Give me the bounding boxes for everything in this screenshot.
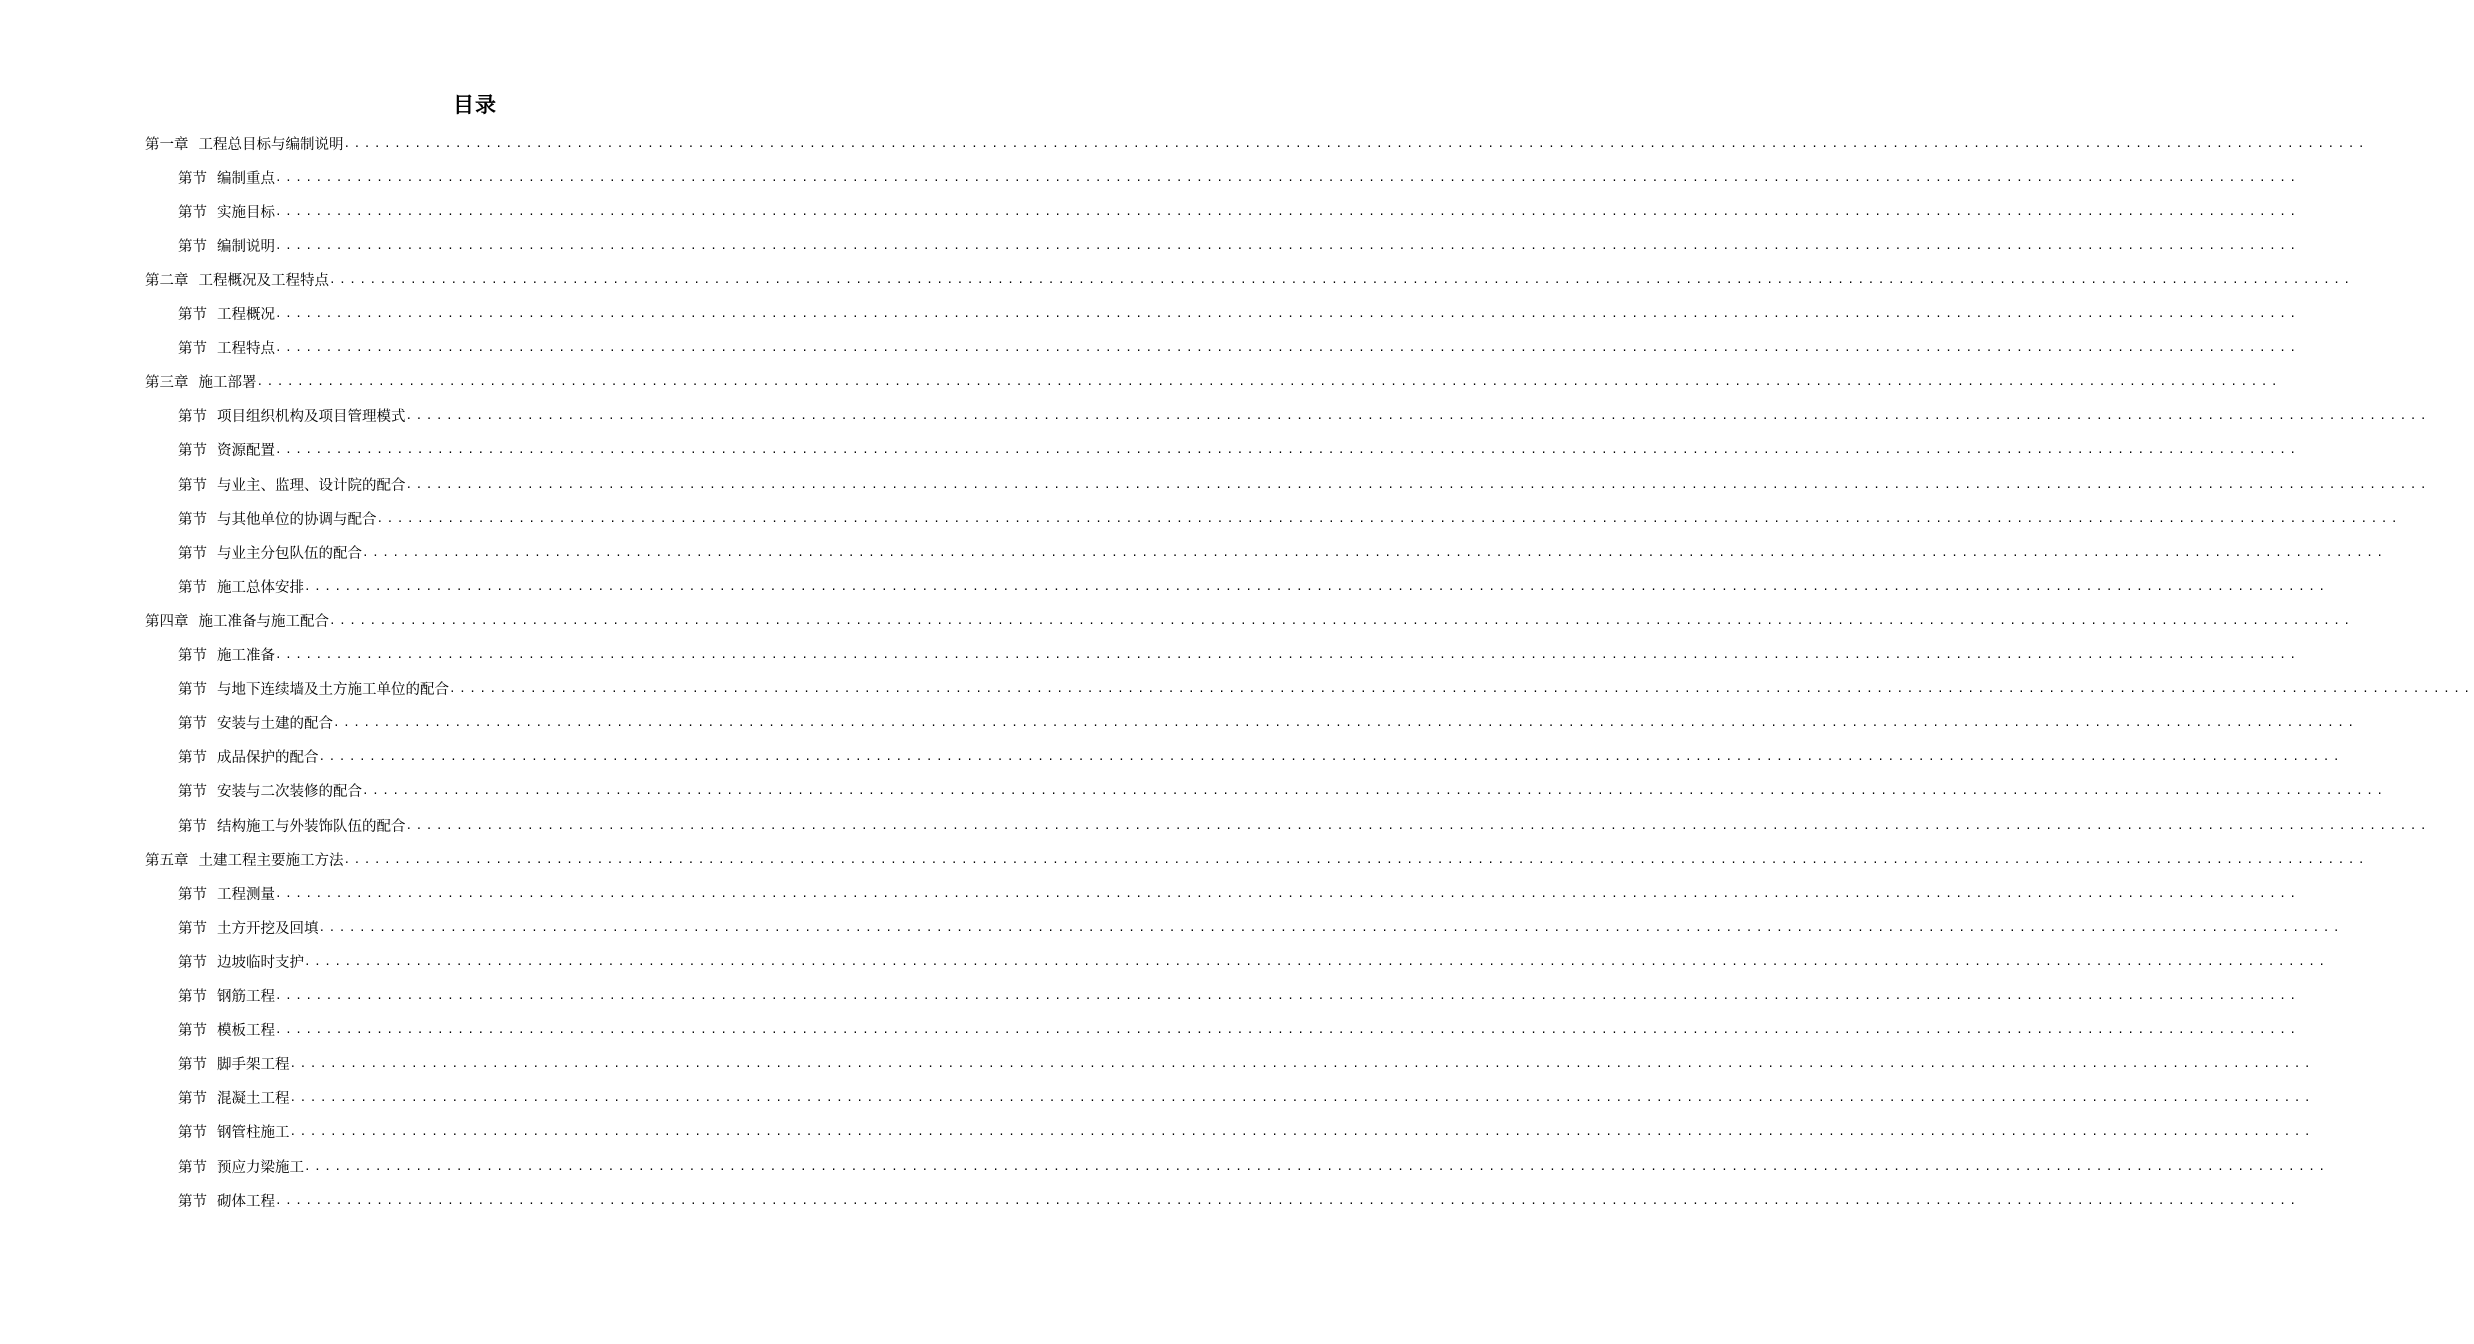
toc-dot-leader: ........................................................................................................................................................................................................ [318,750,2344,764]
toc-dot-leader: ........................................................................................................................................................................................................ [449,682,2474,696]
toc-dot-leader: ........................................................................................................................................................................................................ [304,954,2329,968]
toc-section-entry[interactable] [178,467,2431,501]
toc-entry-title: 混凝土工程 [217,1091,290,1108]
toc-entry-title: 土建工程主要施工方法 [198,852,344,869]
toc-entry-title: 与业主分包队伍的配合 [217,545,362,562]
toc-entry-number: 第节 [178,648,207,664]
toc-entry-title: 工程测量 [217,886,275,903]
toc-entry-title: 工程总目标与编制说明 [198,136,344,153]
toc-section-entry[interactable] [178,501,2402,535]
page-title: 目录 [453,93,497,117]
toc-entry-number: 第节 [178,818,207,835]
toc-section-entry[interactable] [178,706,2358,740]
toc-dot-leader: ........................................................................................................................................................................................................ [343,852,2369,866]
toc-entry-number: 第节 [178,1023,207,1040]
toc-entry-title: 工程概况 [217,307,275,323]
toc-dot-leader: ........................................................................................................................................................................................................ [275,886,2300,900]
toc-entry-title: 边坡临时支护 [217,954,304,971]
toc-section-entry[interactable] [178,740,2344,774]
toc-dot-leader: ........................................................................................................................................................................................................ [275,341,2300,355]
toc-dot-leader: ........................................................................................................................................................................................................ [329,613,2354,627]
toc-entry-number: 第节 [178,1057,207,1074]
toc-entry-title: 项目组织机构及项目管理模式 [217,409,406,426]
toc-entry-number: 第节 [178,1091,207,1108]
toc-entry-title: 与业主、监理、设计院的配合 [217,477,406,494]
toc-dot-leader: ........................................................................................................................................................................................................ [275,648,2300,661]
toc-entry-number: 第节 [178,682,207,699]
toc-section-entry[interactable] [178,1149,2329,1183]
toc-dot-leader: ........................................................................................................................................................................................................ [343,136,2369,150]
toc-dot-leader: ........................................................................................................................................................................................................ [256,375,2282,389]
toc-section-entry[interactable] [178,1013,2300,1047]
toc-entry-title: 工程特点 [217,341,275,358]
toc-entry-title: 施工总体安排 [217,579,304,596]
toc-entry-title: 土方开挖及回填 [217,920,319,937]
toc-dot-leader: ........................................................................................................................................................................................................ [275,1023,2300,1037]
toc-entry-title: 施工准备与施工配合 [198,613,329,630]
toc-dot-leader: ........................................................................................................................................................................................................ [289,1091,2315,1105]
toc-entry-title: 资源配置 [217,443,275,460]
toc-entry-title: 砌体工程 [217,1193,275,1210]
toc-dot-leader: ........................................................................................................................................................................................................ [289,1057,2315,1071]
toc-entry-number: 第节 [178,716,207,733]
toc-dot-leader: ........................................................................................................................................................................................................ [275,1193,2300,1207]
toc-entry-title: 预应力梁施工 [217,1159,304,1176]
toc-dot-leader: ........................................................................................................................................................................................................ [275,989,2300,1002]
toc-section-entry[interactable] [178,672,2474,706]
toc-dot-leader: ........................................................................................................................................................................................................ [376,511,2402,525]
toc-entry-title: 工程概况及工程特点 [198,272,329,289]
toc-section-entry[interactable] [178,1183,2300,1217]
toc-entry-number: 第节 [178,1125,207,1142]
toc-entry-number: 第节 [178,443,207,460]
toc-dot-leader: ........................................................................................................................................................................................................ [275,238,2300,252]
toc-entry-title: 与地下连续墙及土方施工单位的配合 [217,682,449,699]
toc-section-entry[interactable] [178,569,2329,603]
toc-entry-number: 第节 [178,750,207,767]
toc-entry-number: 第节 [178,170,207,187]
toc-entry-title: 安装与土建的配合 [217,716,333,733]
toc-dot-leader: ........................................................................................................................................................................................................ [304,579,2329,593]
toc-entry-number: 第三章 [145,375,189,392]
toc-dot-leader: ........................................................................................................................................................................................................ [362,784,2387,798]
toc-chapter-entry[interactable] [145,603,2354,637]
toc-entry-title: 与其他单位的协调与配合 [217,511,377,528]
toc-section-entry[interactable] [178,1081,2315,1115]
toc-section-entry[interactable] [178,228,2300,262]
toc-section-entry[interactable] [178,876,2300,910]
toc-section-entry[interactable] [178,1115,2315,1149]
toc-entry-number: 第节 [178,204,207,221]
toc-section-entry[interactable] [178,433,2300,467]
toc-section-entry[interactable] [178,331,2300,365]
toc-entry-title: 钢筋工程 [217,989,275,1005]
toc-section-entry[interactable] [178,808,2431,842]
toc-section-entry[interactable] [178,535,2387,569]
toc-entry-number: 第节 [178,579,207,596]
toc-dot-leader: ........................................................................................................................................................................................................ [405,477,2431,491]
toc-section-entry[interactable] [178,160,2300,194]
toc-entry-number: 第四章 [145,613,189,630]
toc-section-entry[interactable] [178,910,2344,944]
toc-entry-number: 第节 [178,341,207,358]
toc-entry-title: 模板工程 [217,1023,275,1040]
toc-entry-number: 第节 [178,886,207,903]
toc-entry-number: 第节 [178,920,207,937]
toc-entry-title: 结构施工与外装饰队伍的配合 [217,818,406,835]
toc-entry-number: 第五章 [145,852,189,869]
toc-entry-number: 第节 [178,1159,207,1176]
toc-entry-title: 施工准备 [217,648,275,664]
toc-dot-leader: ........................................................................................................................................................................................................ [275,307,2300,320]
toc-entry-number: 第二章 [145,272,189,289]
toc-dot-leader: ........................................................................................................................................................................................................ [275,204,2300,218]
toc-dot-leader: ........................................................................................................................................................................................................ [275,443,2300,457]
toc-entry-number: 第节 [178,1193,207,1210]
toc-dot-leader: ........................................................................................................................................................................................................ [329,272,2354,286]
toc-entry-number: 第节 [178,409,207,426]
toc-chapter-entry[interactable] [145,126,2369,160]
toc-entry-number: 第节 [178,545,207,562]
toc-dot-leader: ........................................................................................................................................................................................................ [333,716,2358,730]
toc-section-entry[interactable] [178,297,2300,331]
toc-entry-title: 成品保护的配合 [217,750,319,767]
toc-section-entry[interactable] [178,399,2431,433]
toc-entry-title: 安装与二次装修的配合 [217,784,362,801]
toc-section-entry[interactable] [178,774,2387,808]
toc-entry-number: 第节 [178,477,207,494]
toc-section-entry[interactable] [178,1047,2315,1081]
toc-chapter-entry[interactable] [145,262,2354,296]
toc-chapter-entry[interactable] [145,365,2282,399]
toc-entry-number: 第节 [178,238,207,255]
toc-entry-number: 第节 [178,307,207,323]
toc-entry-title: 编制重点 [217,170,275,187]
toc-section-entry[interactable] [178,194,2300,228]
toc-dot-leader: ........................................................................................................................................................................................................ [362,545,2387,559]
toc-entry-number: 第一章 [145,136,189,153]
toc-entry-number: 第节 [178,954,207,971]
toc-section-entry[interactable] [178,638,2300,672]
toc-entry-title: 编制说明 [217,238,275,255]
toc-entry-title: 脚手架工程 [217,1057,290,1074]
toc-section-entry[interactable] [178,944,2329,978]
toc-dot-leader: ........................................................................................................................................................................................................ [275,170,2300,184]
toc-section-entry[interactable] [178,979,2300,1013]
toc-entry-title: 钢管柱施工 [217,1125,290,1142]
toc-dot-leader: ........................................................................................................................................................................................................ [304,1159,2329,1173]
toc-dot-leader: ........................................................................................................................................................................................................ [405,409,2431,423]
toc-dot-leader: ........................................................................................................................................................................................................ [318,920,2344,934]
toc-entry-number: 第节 [178,784,207,801]
toc-chapter-entry[interactable] [145,842,2369,876]
toc-entry-number: 第节 [178,989,207,1005]
toc-entry-title: 施工部署 [198,375,257,392]
toc-entry-title: 实施目标 [217,204,275,221]
toc-dot-leader: ........................................................................................................................................................................................................ [405,818,2431,832]
toc-entry-number: 第节 [178,511,207,528]
toc-dot-leader: ........................................................................................................................................................................................................ [289,1125,2315,1139]
